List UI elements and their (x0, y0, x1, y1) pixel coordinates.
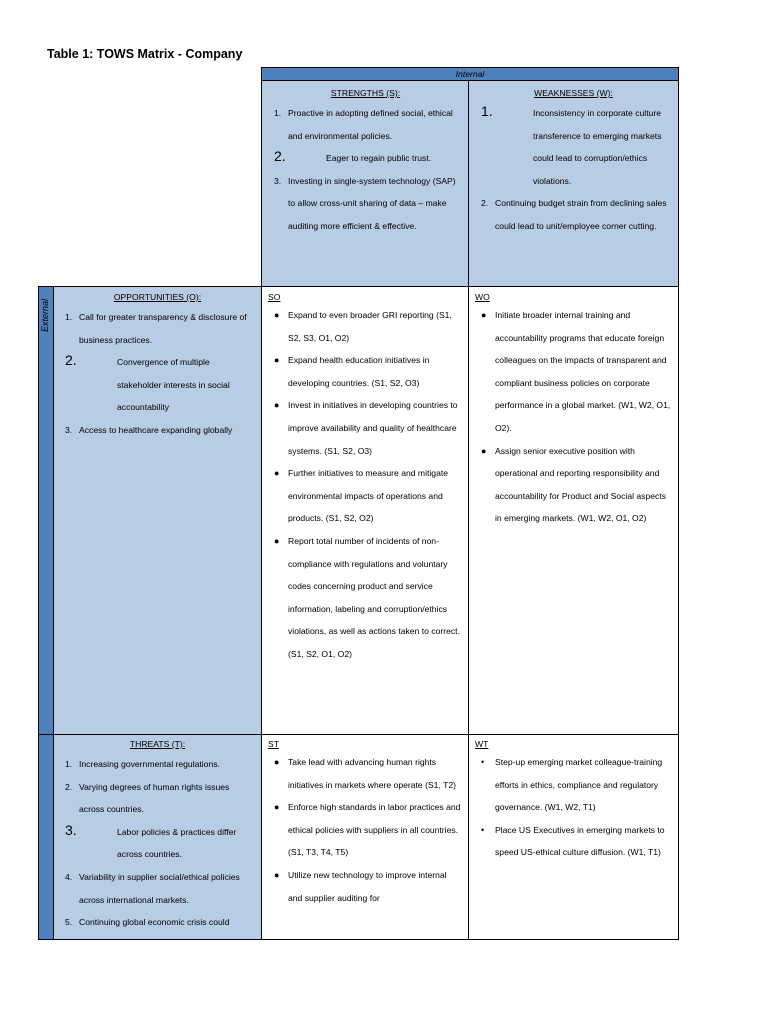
grid-line (38, 286, 679, 287)
list-item: • Place US Executives in emerging markets to speed US-ethical culture diffusion. (W1, T1) (481, 824, 665, 858)
list-item: 1. Inconsistency in corporate culture transference to emerging markets could lead to corruption/ethics violations. (481, 103, 662, 186)
list-item: 2. Continuing budget strain from declining sales could lead to unit/employee corner cutting. (481, 198, 667, 231)
threats-heading: THREATS (T): (129, 739, 186, 749)
weaknesses-list (475, 102, 672, 238)
list-item: ● Expand health education initiatives in developing countries. (S1, S2, O3) (274, 355, 430, 388)
table-title: Table 1: TOWS Matrix - Company (47, 47, 243, 61)
list-item: ● Take lead with advancing human rights initiatives in markets where operate (S1, T2) (274, 757, 456, 790)
list-item: ● Initiate broader internal training and accountability programs that educate foreign colleagues on the impacts of transparent and compliant business policies on corporate performance in a global market. (W1, W2, O1, O2). (481, 310, 671, 433)
list-item: 1. Proactive in adopting defined social, ethical and environmental policies. (274, 108, 453, 141)
grid-line (53, 286, 54, 940)
list-item: ● Assign senior executive position with operational and reporting responsibility and accountability for Product and Social aspects in emerging markets. (W1, W2, O1, O2) (481, 445, 667, 524)
list-item: 2. Varying degrees of human rights issues across countries. (65, 781, 230, 815)
opportunities-list (59, 306, 256, 442)
external-label-wrap (40, 290, 52, 340)
wt-cell (469, 734, 678, 940)
wt-list (475, 751, 672, 864)
threats-cell (53, 734, 262, 940)
list-item: 1. Increasing governmental regulations. (65, 759, 220, 769)
st-cell (262, 734, 469, 940)
weaknesses-heading: WEAKNESSES (W): (534, 88, 613, 98)
weaknesses-cell (469, 81, 678, 287)
list-item: • Step-up emerging market colleague-training efforts in ethics, compliance and regulatory governance. (W1, W2, T1) (481, 757, 663, 813)
opportunities-cell (53, 287, 262, 734)
external-label: External (40, 298, 50, 332)
so-list (268, 304, 463, 666)
wo-code: WO (475, 292, 490, 302)
list-item: 1. Call for greater transparency & disclosure of business practices. (65, 312, 247, 345)
st-code: ST (268, 739, 279, 749)
grid-line (468, 80, 469, 940)
list-item: 4. Variability in supplier social/ethical policies across international markets. (65, 871, 240, 905)
internal-header (262, 68, 678, 80)
list-item: 2. Eager to regain public trust. (274, 148, 432, 165)
strengths-cell (262, 81, 469, 287)
list-item: 5. Continuing global economic crisis could (65, 917, 230, 928)
internal-label: Internal (455, 69, 485, 79)
list-item: ● Enforce high standards in labor practices and ethical policies with suppliers in all countries. (S1, T3, T4, T5) (274, 802, 461, 858)
list-item: ● Expand to even broader GRI reporting (S1, S2, S3, O1, O2) (274, 310, 452, 343)
so-cell (262, 287, 469, 734)
wt-code: WT (475, 739, 489, 749)
st-list (268, 751, 463, 909)
external-strip (38, 287, 53, 940)
list-item: 2. Convergence of multiple stakeholder interests in social accountability (65, 352, 230, 413)
list-item: 3. Access to healthcare expanding globally (65, 424, 233, 435)
grid-line (261, 67, 262, 940)
list-item: 3. Investing in single-system technology (SAP) to allow cross-unit sharing of data – make auditing more efficient & effective. (274, 175, 456, 231)
grid-line (38, 286, 39, 940)
grid-line (38, 939, 679, 940)
threats-list (59, 753, 256, 934)
so-code: SO (268, 292, 281, 302)
list-item: ● Report total number of incidents of non-compliance with regulations and voluntary codes concerning product and service information, labeling and corruption/ethics violations, as well as actions taken to correct. (S1, S2, O1, O2) (274, 535, 460, 659)
list-item: ● Utilize new technology to improve internal and supplier auditing for (274, 869, 447, 903)
opportunities-heading: OPPORTUNITIES (O): (113, 292, 202, 302)
wo-cell (469, 287, 678, 734)
strengths-list (268, 102, 463, 238)
grid-line (261, 80, 679, 81)
grid-line (678, 67, 679, 940)
strengths-heading: STRENGTHS (S): (330, 88, 401, 98)
list-item: ● Further initiatives to measure and mitigate environmental impacts of operations and products. (S1, S2, O2) (274, 468, 449, 524)
list-item: 3. Labor policies & practices differ across countries. (65, 821, 237, 860)
list-item: ● Invest in initiatives in developing countries to improve availability and quality of healthcare systems. (S1, S2, O3) (274, 400, 458, 456)
grid-line (38, 734, 679, 735)
wo-list (475, 304, 672, 530)
grid-line (261, 67, 679, 68)
